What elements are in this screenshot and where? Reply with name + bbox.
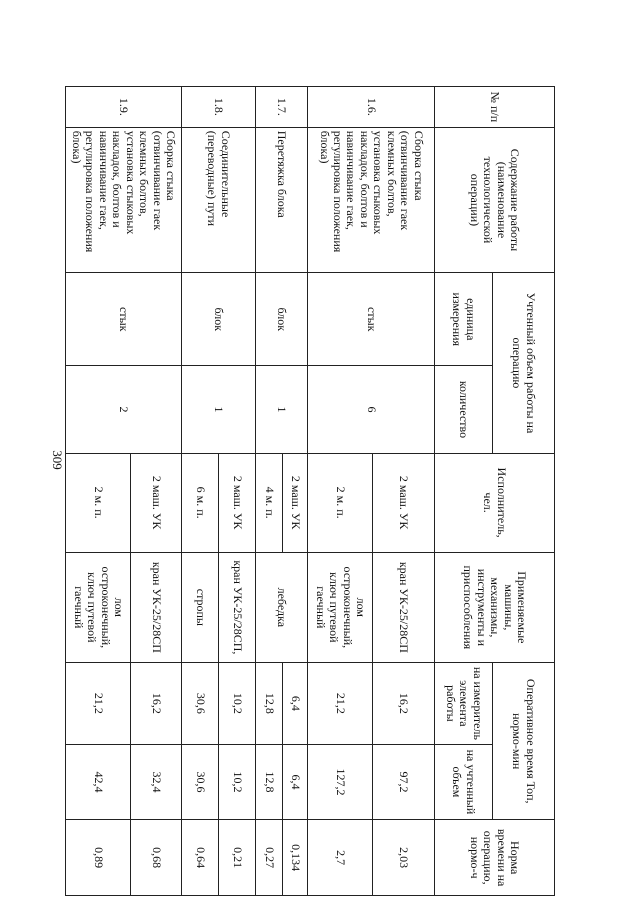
row-norm: 0,68 — [131, 820, 181, 896]
header-volume-group: Учтенный объем работы на операцию — [493, 273, 555, 453]
row-norm: 0,64 — [181, 820, 219, 896]
row-executor: 6 м. п. — [181, 453, 219, 552]
header-executor: Исполнитель, чел. — [435, 453, 555, 552]
table-row — [131, 87, 181, 896]
row-machine: лебедка — [256, 552, 307, 663]
row-content: Перетяжка блока — [256, 127, 307, 272]
row-time-volume: 32,4 — [131, 744, 181, 820]
header-machines: Применяемые машины, механизмы, инструменты и приспособления — [435, 552, 555, 663]
row-executor: 2 м. п. — [66, 453, 131, 552]
row-executor: 4 м. п. — [256, 453, 283, 552]
row-time-meter: 21,2 — [307, 663, 373, 744]
row-unit: стык — [307, 273, 434, 366]
row-executor: 2 м. п. — [307, 453, 373, 552]
header-time-volume: на учтенный объем — [435, 744, 493, 820]
row-content: Сборка стыка (отвинчивание гаек клемных болтов, установка стыковых накладок, болтов и навинчивание гаек, регулировка положения блока) — [307, 127, 434, 272]
rotated-table-wrapper — [65, 86, 555, 896]
row-machine: стропы — [181, 552, 219, 663]
row-quantity: 6 — [307, 366, 434, 453]
row-unit: блок — [256, 273, 307, 366]
row-number: 1.8. — [181, 87, 256, 128]
row-norm: 0,27 — [256, 820, 283, 896]
row-machine: кран УК-25/28СП, — [219, 552, 256, 663]
row-number: 1.9. — [66, 87, 182, 128]
row-executor: 2 маш. УК — [283, 453, 308, 552]
header-time-group: Оперативное время Топ, нормо-мин — [493, 663, 555, 820]
header-time-meter: на измеритель элемента работы — [435, 663, 493, 744]
row-time-meter: 16,2 — [131, 663, 181, 744]
row-norm: 2,03 — [373, 820, 435, 896]
table-header — [435, 87, 555, 896]
table-row — [283, 87, 308, 896]
row-time-meter: 30,6 — [181, 663, 219, 744]
header-num: № п/п — [435, 87, 555, 128]
header-quantity: количество — [435, 366, 493, 453]
row-time-volume: 10,2 — [219, 744, 256, 820]
row-quantity: 2 — [66, 366, 182, 453]
row-norm: 0,134 — [283, 820, 308, 896]
norms-table — [65, 86, 555, 896]
row-machine: кран УК-25/28СП — [131, 552, 181, 663]
table-body — [66, 87, 435, 896]
table-row — [373, 87, 435, 896]
row-time-meter: 6,4 — [283, 663, 308, 744]
table-row — [219, 87, 256, 896]
row-executor: 2 маш. УК — [373, 453, 435, 552]
row-time-volume: 127,2 — [307, 744, 373, 820]
row-executor: 2 маш. УК — [219, 453, 256, 552]
row-time-meter: 10,2 — [219, 663, 256, 744]
row-content: Сборка стыка (отвинчивание гаек клемных болтов, установка стыковых накладок, болтов и навинчивание гаек, регулировка положения блока) — [66, 127, 182, 272]
row-number: 1.6. — [307, 87, 434, 128]
row-quantity: 1 — [256, 366, 307, 453]
row-norm: 2,7 — [307, 820, 373, 896]
row-time-meter: 16,2 — [373, 663, 435, 744]
row-time-volume: 42,4 — [66, 744, 131, 820]
row-content: Соединительные (переводные) пути — [181, 127, 256, 272]
header-content: Содержание работы (наименование технологической операции) — [435, 127, 555, 272]
row-time-volume: 6,4 — [283, 744, 308, 820]
row-unit: стык — [66, 273, 182, 366]
row-machine: кран УК-25/28СП — [373, 552, 435, 663]
header-norm: Норма времени на операцию, нормо-ч — [435, 820, 555, 896]
header-unit: единица измерения — [435, 273, 493, 366]
row-time-volume: 30,6 — [181, 744, 219, 820]
row-unit: блок — [181, 273, 256, 366]
row-machine: лом остроконечный, ключ путевой гаечный — [307, 552, 373, 663]
row-executor: 2 маш. УК — [131, 453, 181, 552]
row-time-meter: 21,2 — [66, 663, 131, 744]
row-machine: лом остроконечный, ключ путевой гаечный — [66, 552, 131, 663]
page-number: 309 — [50, 450, 65, 470]
row-time-volume: 12,8 — [256, 744, 283, 820]
row-time-meter: 12,8 — [256, 663, 283, 744]
row-number: 1.7. — [256, 87, 307, 128]
row-quantity: 1 — [181, 366, 256, 453]
row-norm: 0,89 — [66, 820, 131, 896]
row-norm: 0,21 — [219, 820, 256, 896]
row-time-volume: 97,2 — [373, 744, 435, 820]
